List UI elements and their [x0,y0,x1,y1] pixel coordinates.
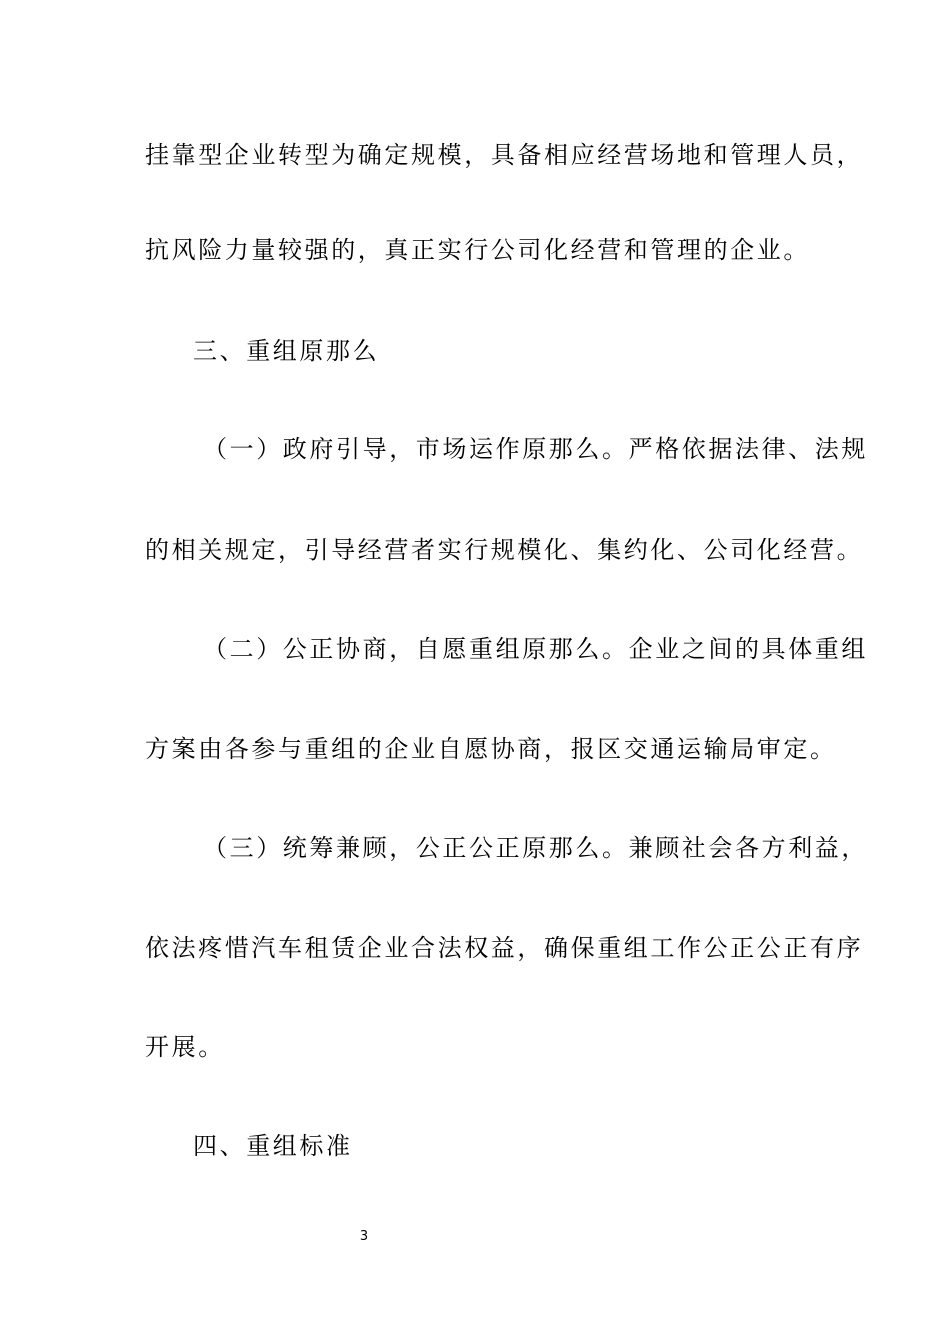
principle-3-line-3: 开展。 [145,1033,225,1061]
paragraph-line-1: 挂靠型企业转型为确定规模，具备相应经营场地和管理人员， [145,141,864,169]
paragraph-line-2: 抗风险力量较强的，真正实行公司化经营和管理的企业。 [145,236,810,264]
section-heading-3: 三、重组原那么 [193,337,380,365]
principle-3-line-2: 依法疼惜汽车租赁企业合法权益，确保重组工作公正公正有序 [145,934,864,962]
page-number: 3 [359,1229,369,1244]
principle-3-line-1: （三）统筹兼顾，公正公正原那么。兼顾社会各方利益， [203,834,868,862]
principle-2-line-1: （二）公正协商，自愿重组原那么。企业之间的具体重组 [203,635,868,663]
principle-2-line-2: 方案由各参与重组的企业自愿协商，报区交通运输局审定。 [145,735,837,763]
section-heading-4: 四、重组标准 [193,1132,353,1160]
principle-1-line-2: 的相关规定，引导经营者实行规模化、集约化、公司化经营。 [145,536,864,564]
principle-1-line-1: （一）政府引导，市场运作原那么。严格依据法律、法规 [203,435,868,463]
